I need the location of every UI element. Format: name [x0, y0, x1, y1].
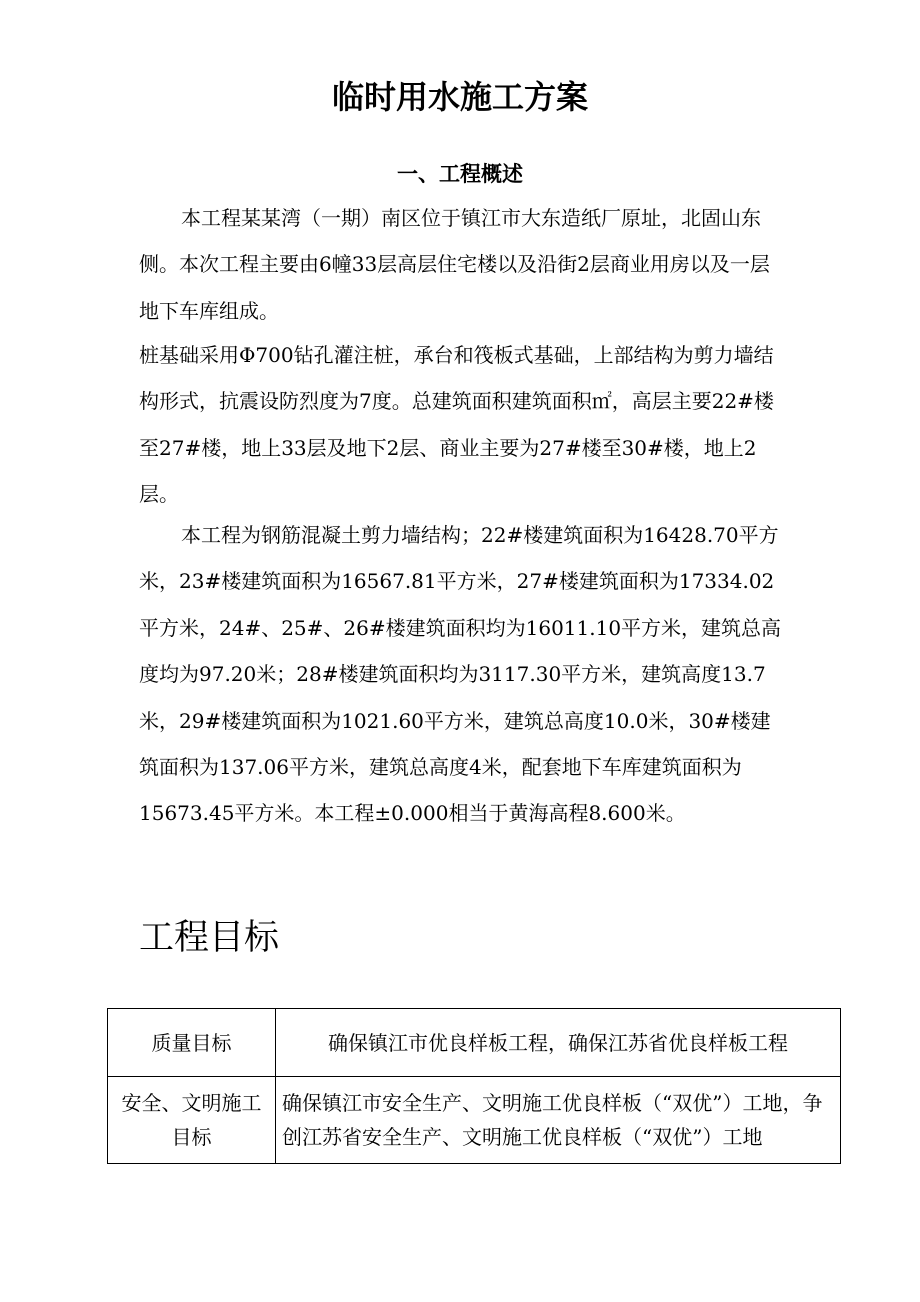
paragraph-areas: 本工程为钢筋混凝土剪力墙结构；22#楼建筑面积为16428.70平方米，23#楼建筑面积为16567.81平方米，27#楼建筑面积为17334.02平方米，24#、25#、26#楼建筑面积均为16011.10平方米，建筑总高度均为97.20米；28#楼建筑面积均为3117.30平方米，建筑高度13.7米，29#楼建筑面积为1021.60平方米，建筑总高度10.0米，30#楼建筑面积为137.06平方米，建筑总高度4米，配套地下车库建筑面积为15673.45平方米。本工程±0.000相当于黄海高程8.600米。 — [139, 523, 782, 826]
goal-value-safety: 确保镇江市安全生产、文明施工优良样板（“双优”）工地，争创江苏省安全生产、文明施工优良样板（“双优”）工地 — [276, 1077, 841, 1164]
table-row — [108, 1077, 841, 1164]
goal-label-safety: 安全、文明施工目标 — [108, 1077, 276, 1164]
goal-value-quality: 确保镇江市优良样板工程，确保江苏省优良样板工程 — [276, 1009, 841, 1077]
goal-label-quality: 质量目标 — [108, 1009, 276, 1077]
paragraph-foundation: 桩基础采用Φ700钻孔灌注桩，承台和筏板式基础，上部结构为剪力墙结构形式，抗震设防烈度为7度。总建筑面积建筑面积㎡，高层主要22#楼至27#楼，地上33层及地下2层、商业主要为27#楼至30#楼，地上2层。 — [139, 343, 774, 507]
document-title: 临时用水施工方案 — [331, 78, 588, 116]
paragraph-location: 本工程某某湾（一期）南区位于镇江市大东造纸厂原址，北固山东侧。本次工程主要由6幢33层高层住宅楼以及沿街2层商业用房以及一层地下车库组成。 — [139, 206, 770, 323]
goals-table — [107, 1008, 841, 1164]
section-heading-goals: 工程目标 — [139, 918, 280, 958]
table-row — [108, 1009, 841, 1077]
section-heading-overview: 一、工程概述 — [397, 162, 523, 186]
